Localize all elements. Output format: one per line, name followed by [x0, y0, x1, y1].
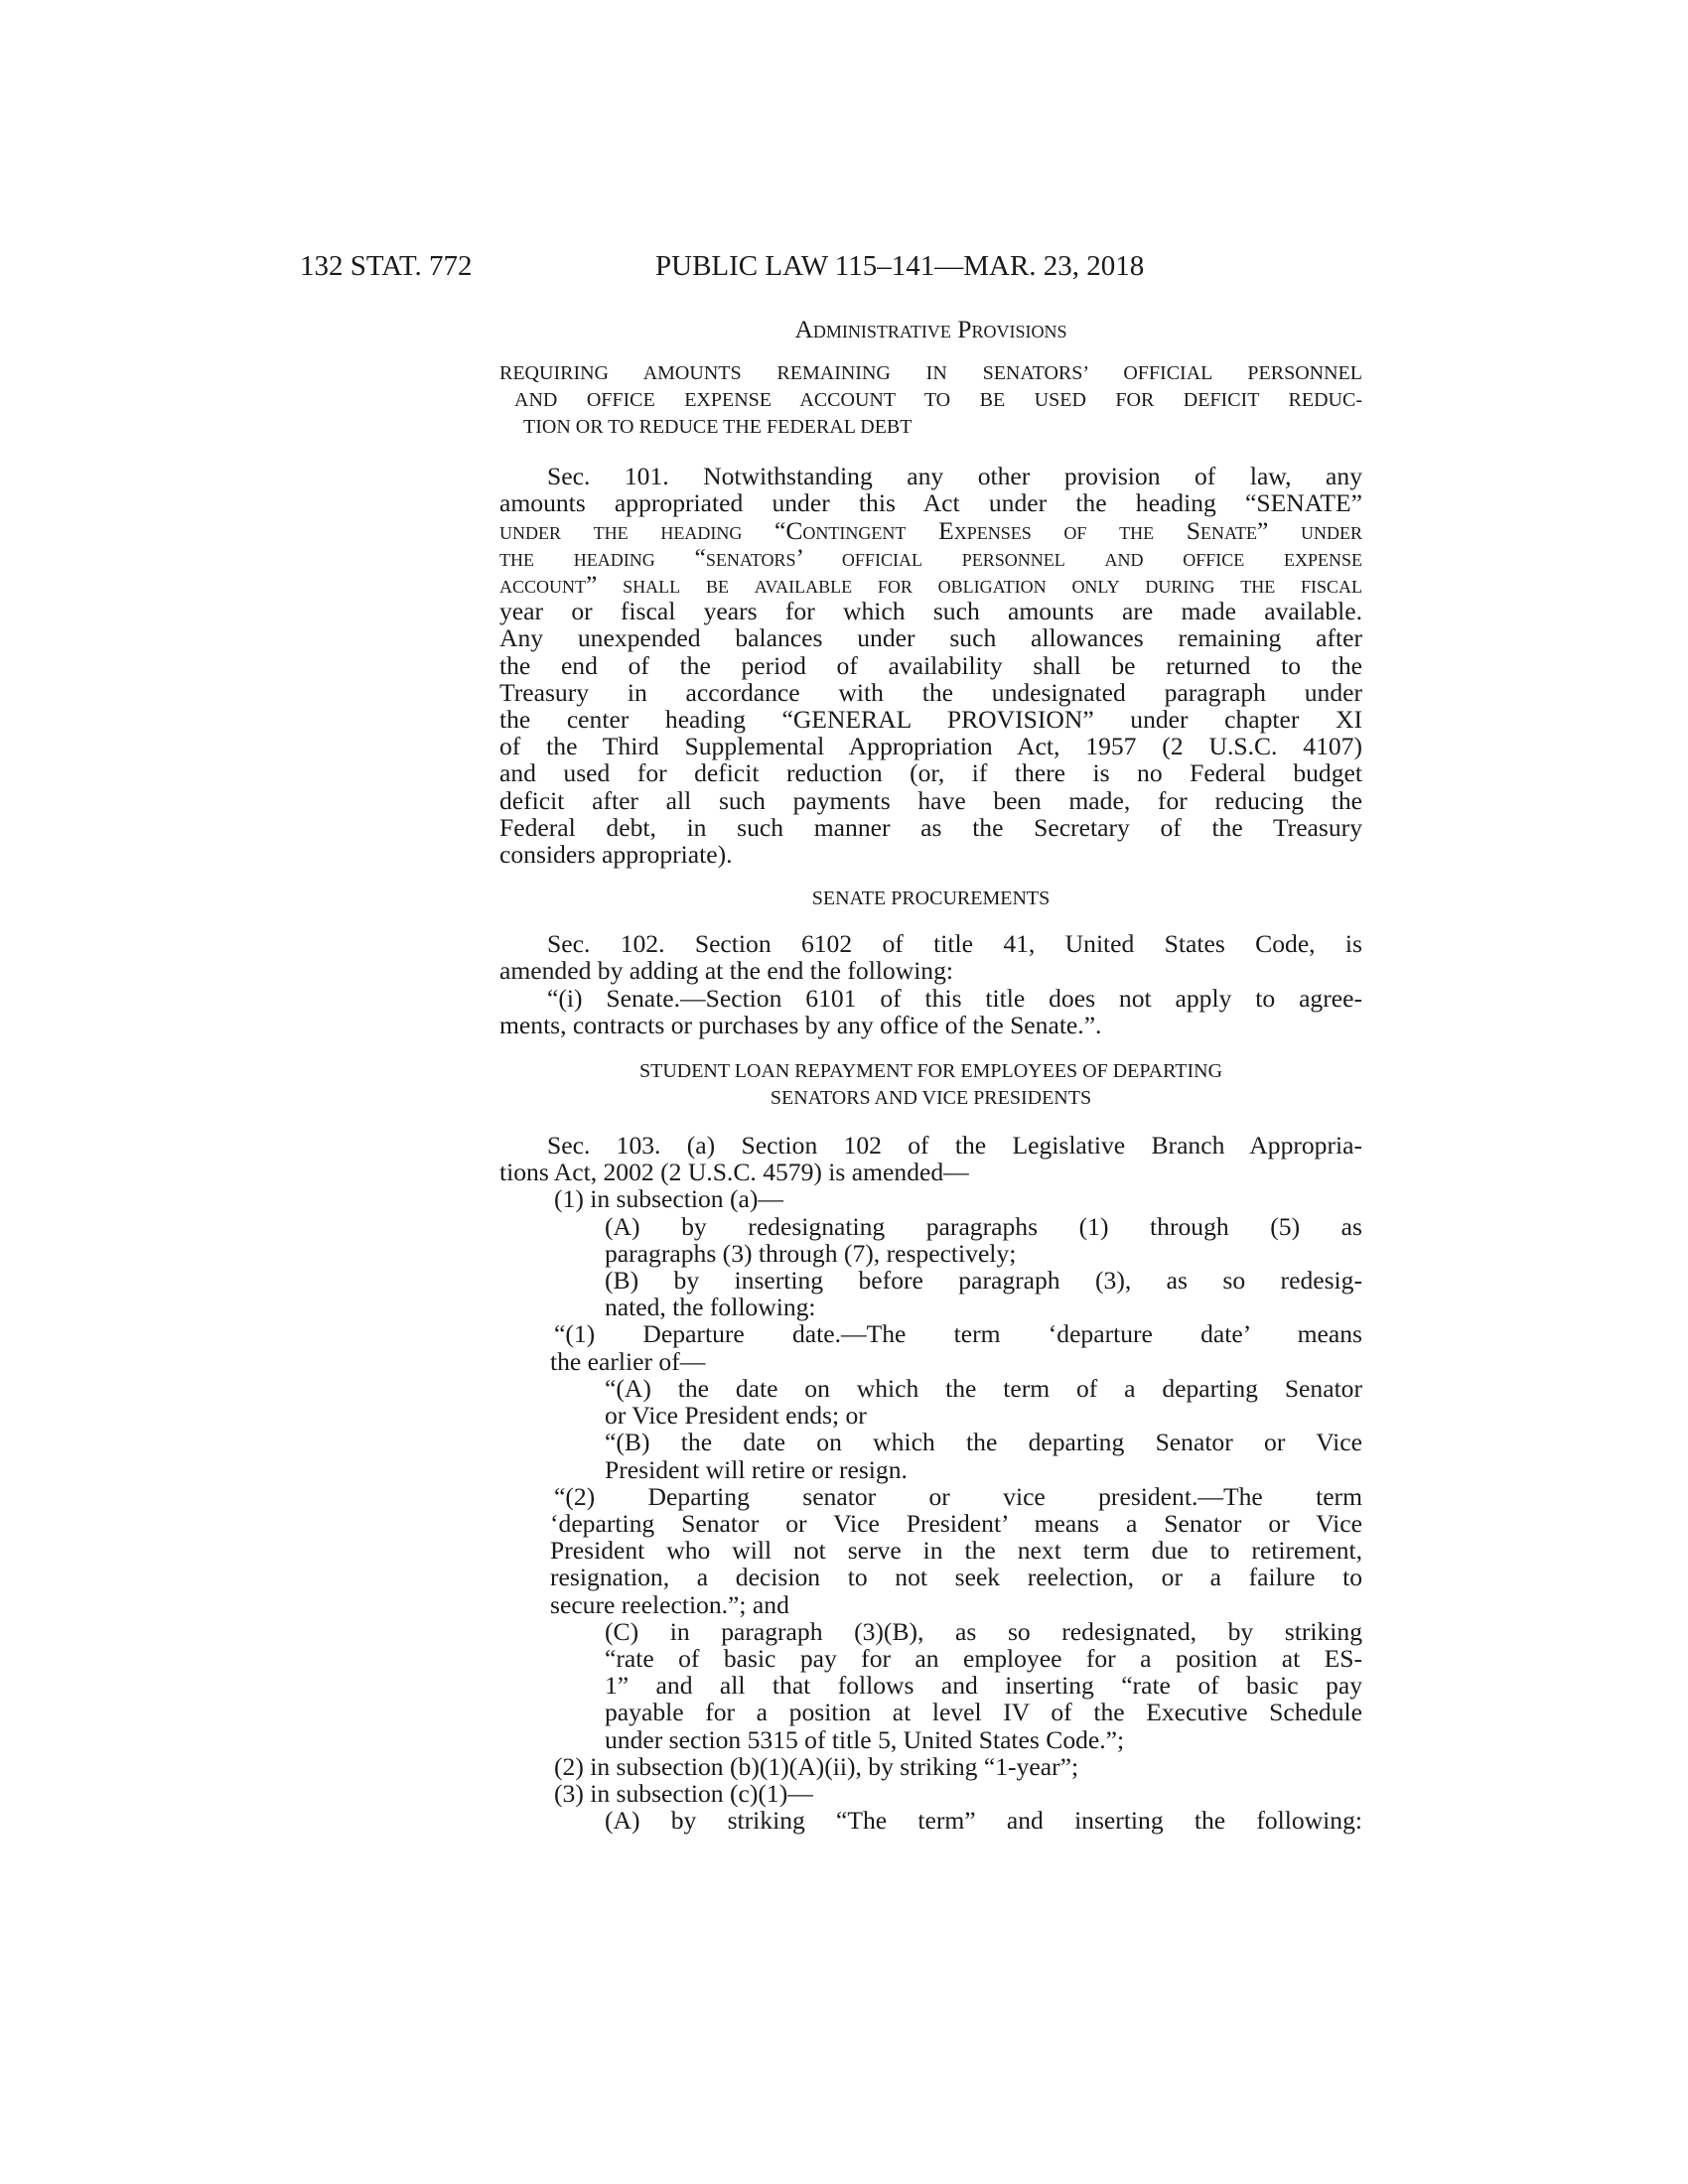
sec102-heading: SENATE PROCUREMENTS [811, 887, 1051, 910]
text-line: ments, contracts or purchases by any office of the Senate.”. [499, 1010, 1102, 1039]
text-line: (A) by redesignating paragraphs (1) through (5) as [605, 1211, 1362, 1241]
text-line: Sec. 101. Notwithstanding any other provision of law, any [547, 462, 1362, 491]
text-line: “(i) Senate.—Section 6101 of this title does not apply to agree- [547, 983, 1362, 1013]
text-line: payable for a position at level IV of the Executive Schedule [605, 1698, 1362, 1727]
text-line: amounts appropriated under this Act under the heading “SENATE” [499, 488, 1362, 518]
heading-line: AND OFFICE EXPENSE ACCOUNT TO BE USED FOR DEFICIT REDUC- [514, 389, 1362, 412]
text-line: resignation, a decision to not seek reelection, or a failure to [550, 1563, 1362, 1592]
text-line: tions Act, 2002 (2 U.S.C. 4579) is amended— [499, 1158, 969, 1187]
sec101-text [499, 463, 1362, 868]
text-line: the heading “senators’ official personnel and office expense [499, 542, 1362, 572]
text-line: Federal debt, in such manner as the Secretary of the Treasury [499, 812, 1362, 842]
text-line: the earlier of— [550, 1346, 706, 1376]
heading-line: STUDENT LOAN REPAYMENT FOR EMPLOYEES OF DEPARTING [638, 1060, 1223, 1083]
document-body [499, 316, 1362, 1834]
stat-page-number: 132 STAT. 772 [300, 250, 473, 282]
text-line: year or fiscal years for which such amounts are made available. [499, 597, 1362, 626]
text-line: (3) in subsection (c)(1)— [554, 1778, 813, 1808]
text-line: (1) in subsection (a)— [554, 1184, 783, 1214]
administrative-provisions-heading: Administrative Provisions [794, 315, 1067, 343]
text-line: and used for deficit reduction (or, if there is no Federal budget [499, 758, 1362, 788]
text-line: the end of the period of availability shall be returned to the [499, 650, 1362, 680]
text-line: amended by adding at the end the following: [499, 956, 954, 986]
sec103-text [499, 1132, 1362, 1834]
text-line: considers appropriate). [499, 840, 733, 870]
text-line: Any unexpended balances under such allowances remaining after [499, 623, 1362, 653]
text-line: account” shall be available for obligation only during the fiscal [499, 570, 1362, 600]
sec103-heading [499, 1058, 1362, 1112]
text-line: “(A) the date on which the term of a departing Senator [605, 1373, 1362, 1403]
text-line: Sec. 103. (a) Section 102 of the Legislative Branch Appropria- [547, 1131, 1362, 1160]
text-line: the center heading “GENERAL PROVISION” under chapter XI [499, 705, 1362, 735]
text-line: under the heading “Contingent Expenses of the Senate” under [499, 515, 1362, 545]
text-line: or Vice President ends; or [605, 1401, 867, 1431]
public-law-header: PUBLIC LAW 115–141—MAR. 23, 2018 [655, 250, 1145, 282]
heading-line: SENATORS AND VICE PRESIDENTS [770, 1087, 1092, 1110]
sec102-text [499, 930, 1362, 1038]
text-line: (2) in subsection (b)(1)(A)(ii), by striking “1-year”; [554, 1751, 1079, 1781]
text-line: Sec. 102. Section 6102 of title 41, United States Code, is [547, 929, 1362, 959]
text-line: (A) by striking “The term” and inserting the following: [605, 1806, 1362, 1836]
text-line: (C) in paragraph (3)(B), as so redesignated, by striking [605, 1616, 1362, 1646]
text-line: of the Third Supplemental Appropriation Act, 1957 (2 U.S.C. 4107) [499, 732, 1362, 761]
text-line: (B) by inserting before paragraph (3), as so redesig- [605, 1266, 1362, 1296]
text-line: secure reelection.”; and [550, 1589, 789, 1619]
heading-line: TION OR TO REDUCE THE FEDERAL DEBT [523, 416, 913, 439]
text-line: under section 5315 of title 5, United States Code.”; [605, 1724, 1125, 1754]
text-line: “(2) Departing senator or vice president.—The term [554, 1481, 1362, 1511]
text-line: President will retire or resign. [605, 1454, 908, 1484]
text-line: “rate of basic pay for an employee for a position at ES- [605, 1643, 1362, 1673]
text-line: 1” and all that follows and inserting “rate of basic pay [605, 1671, 1362, 1701]
text-line: “(B) the date on which the departing Senator or Vice [605, 1428, 1362, 1457]
text-line: President who will not serve in the next term due to retirement, [550, 1536, 1362, 1566]
sec101-heading [499, 360, 1362, 441]
text-line: paragraphs (3) through (7), respectively; [605, 1238, 1017, 1268]
text-line: nated, the following: [605, 1293, 816, 1322]
text-line: ‘departing Senator or Vice President’ means a Senator or Vice [550, 1508, 1362, 1538]
heading-line: REQUIRING AMOUNTS REMAINING IN SENATORS’ OFFICIAL PERSONNEL [499, 362, 1362, 385]
text-line: “(1) Departure date.—The term ‘departure date’ means [554, 1319, 1362, 1349]
text-line: Treasury in accordance with the undesignated paragraph under [499, 677, 1362, 707]
text-line: deficit after all such payments have been made, for reducing the [499, 785, 1362, 815]
